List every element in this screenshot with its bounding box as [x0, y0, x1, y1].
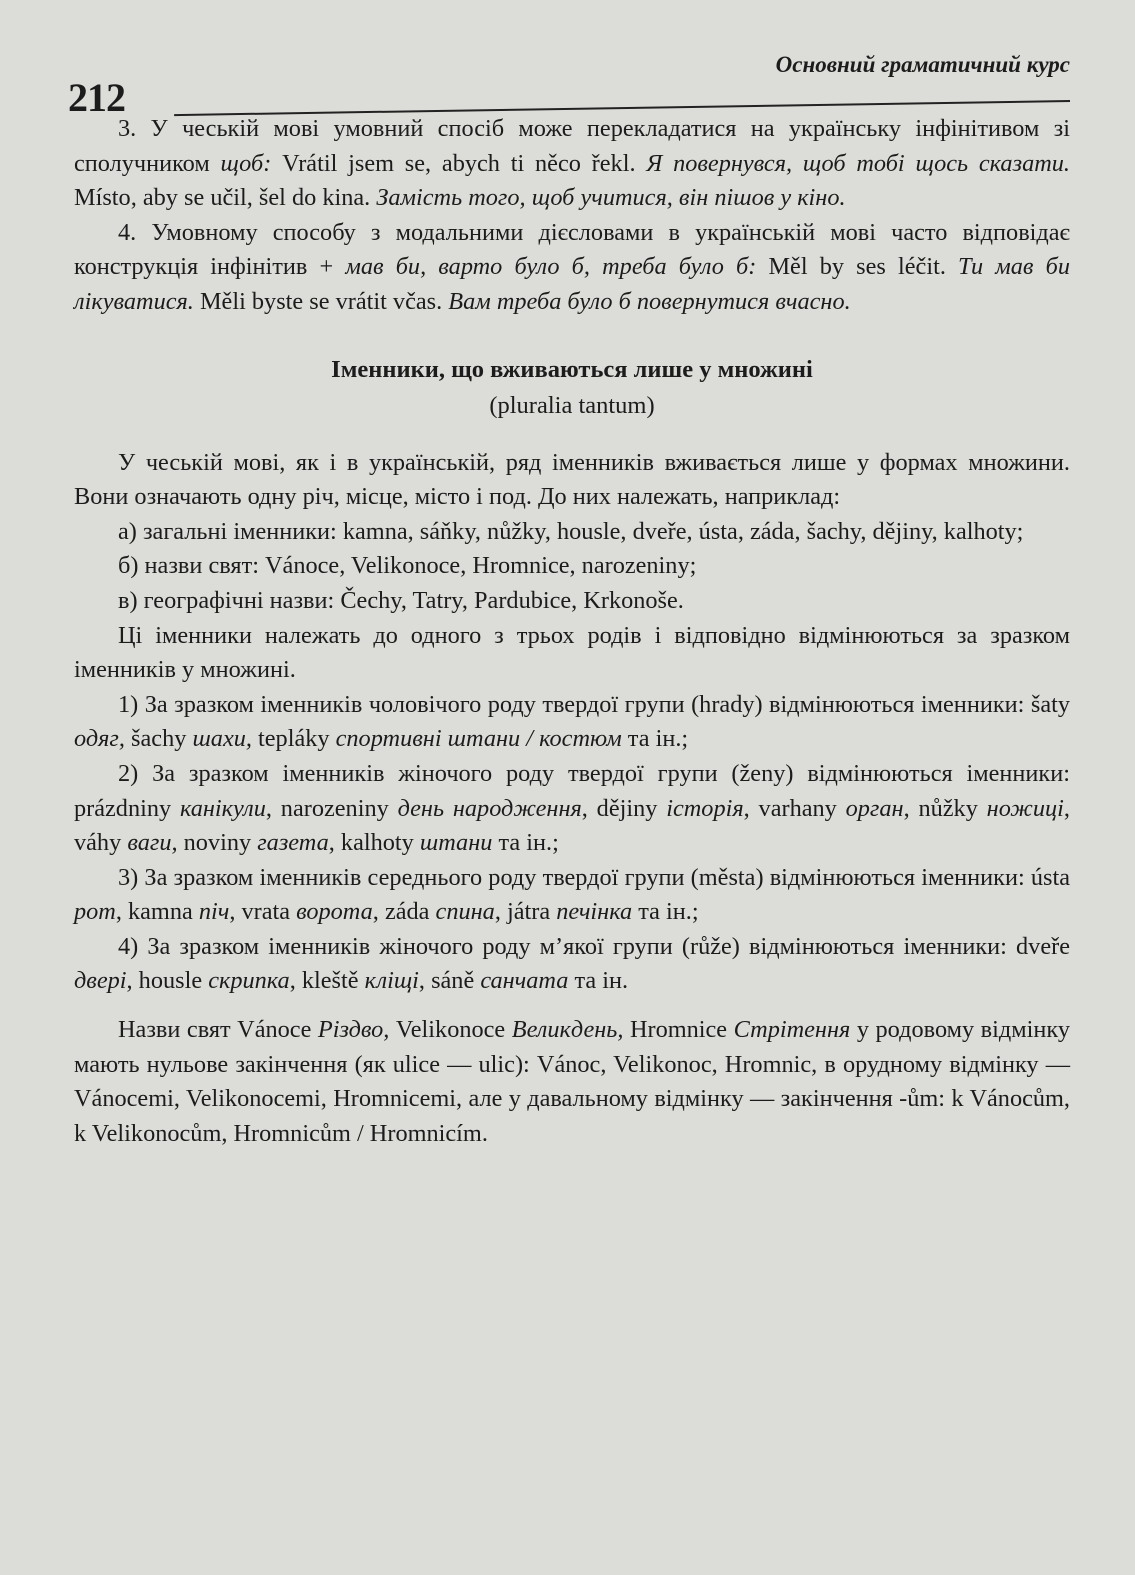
- text-run: 4) За зразком іменників жіночого роду м’якої групи (růže) відмінюються іменники: dveře: [118, 932, 1070, 960]
- section-title: Іменники, що вживаються лише у множині: [331, 355, 813, 383]
- section-subtitle: (pluralia tantum): [489, 391, 655, 419]
- italic-translation: печінка: [556, 898, 633, 926]
- italic-translation: Вам треба було б повернутися вчасно.: [448, 287, 851, 315]
- text-run: , sáně: [418, 967, 481, 995]
- text-run: та ін.;: [492, 829, 559, 857]
- text-run: tepláky: [251, 725, 336, 753]
- running-title: Основний граматичний курс: [775, 52, 1070, 77]
- text-run: , kamna: [115, 898, 199, 926]
- italic-translation: рот: [74, 898, 116, 926]
- italic-translation: Ти мав би лікуватися.: [74, 253, 1070, 315]
- paragraph: [74, 112, 1070, 216]
- italic-translation: піч: [198, 898, 230, 926]
- paragraph: [74, 549, 1070, 584]
- paragraph: [74, 757, 1070, 861]
- text-run: , dějiny: [581, 794, 667, 822]
- text-run: 2) За зразком іменників жіночого роду твердої групи (ženy) відмінюються іменники: prázdniny: [74, 759, 1070, 822]
- italic-translation: шахи,: [192, 725, 252, 753]
- text-run: та ін.: [568, 967, 629, 995]
- paragraph: [74, 584, 1070, 619]
- text-run: noviny: [177, 829, 258, 857]
- paragraph: [74, 216, 1070, 320]
- italic-translation: двері: [74, 967, 127, 995]
- italic-translation: ножиці: [986, 794, 1064, 822]
- text-run: Místo, aby se učil, šel do kina.: [74, 184, 377, 212]
- italic-translation: Я повернувся, щоб тобі щось сказати.: [646, 149, 1070, 177]
- text-run: , váhy: [74, 794, 1070, 857]
- italic-translation: газета: [257, 829, 329, 857]
- text-run: , narozeniny: [265, 794, 398, 822]
- text-run: 4. Умовному способу з модальними дієсловами в українській мові часто відповідає конструкція інфінітив +: [74, 218, 1070, 281]
- text-run: Velikonoce: [389, 1016, 512, 1044]
- text-run: , varhany: [743, 794, 846, 822]
- text-run: , kleště: [289, 967, 365, 995]
- page-header: [68, 48, 1070, 120]
- italic-translation: канікули: [179, 794, 266, 822]
- text-run: , kalhoty: [328, 829, 420, 857]
- text-run: Ці іменники належать до одного з трьох родів і відповідно відмінюються за зразком іменників у множині.: [74, 621, 1070, 684]
- paragraph: [74, 515, 1070, 550]
- paragraph: [74, 1013, 1070, 1151]
- italic-translation: штани: [419, 829, 493, 857]
- final-section: [74, 1013, 1070, 1151]
- paragraph: [74, 688, 1070, 757]
- italic-translation: спина: [435, 898, 495, 926]
- text-run: Měli byste se vrátit včas.: [193, 287, 449, 315]
- page-number: 212: [68, 75, 125, 120]
- italic-translation: Великдень,: [511, 1016, 624, 1044]
- italic-translation: орган: [845, 794, 904, 822]
- text-run: 1) За зразком іменників чоловічого роду твердої групи (hrady) відмінюються іменники: šaty: [118, 690, 1070, 718]
- text-run: Назви свят Vánoce: [118, 1016, 318, 1044]
- text-run: , vrata: [229, 898, 297, 926]
- italic-translation: мав би, варто було б, треба було б:: [345, 253, 757, 281]
- text-run: 3) За зразком іменників середнього роду твердої групи (města) відмінюються іменники: ústa: [118, 863, 1070, 891]
- book-page: [68, 48, 1070, 1151]
- text-run: в) географічні назви: Čechy, Tatry, Pardubice, Krkonoše.: [118, 586, 684, 614]
- text-run: Vrátil jsem se, abych ti něco řekl.: [271, 149, 647, 177]
- text-run: У чеській мові, як і в українській, ряд іменників вживається лише у формах множини. Вони означають одну річ, місце, місто і под. До них належать, наприклад:: [74, 448, 1070, 511]
- text-run: та ін.;: [632, 898, 699, 926]
- text-run: а) загальні іменники: kamna, sáňky, nůžky, housle, dveře, ústa, záda, šachy, dějiny, kalhoty;: [118, 517, 1024, 545]
- paragraph: [74, 619, 1070, 688]
- text-run: , játra: [494, 898, 557, 926]
- text-run: , nůžky: [903, 794, 987, 822]
- section-body: [74, 446, 1070, 1000]
- italic-translation: Стрітення: [733, 1016, 851, 1044]
- italic-translation: історія: [666, 794, 744, 822]
- text-run: , záda: [372, 898, 436, 926]
- text-run: та ін.;: [621, 725, 689, 753]
- text-run: Měl by ses léčit.: [756, 253, 959, 281]
- paragraph: [74, 861, 1070, 930]
- italic-translation: Різдво,: [317, 1016, 390, 1044]
- text-run: 3. У чеській мові умовний спосіб може перекладатися на українську інфінітивом зі сполучником: [74, 115, 1070, 177]
- italic-translation: кліщі: [364, 967, 419, 995]
- text-run: б) назви свят: Vánoce, Velikonoce, Hromnice, narozeniny;: [118, 552, 697, 580]
- paragraph: [74, 446, 1070, 515]
- italic-translation: скрипка: [208, 967, 290, 995]
- italic-translation: Замість того, щоб учитися, він пішов у кіно.: [376, 184, 846, 212]
- text-run: Hromnice: [623, 1016, 734, 1044]
- italic-translation: щоб:: [220, 149, 272, 177]
- italic-translation: день народження: [397, 794, 582, 822]
- text-run: у родовому відмінку мають нульове закінчення (як ulice — ulic): Vánoc, Velikonoc, Hromnic, в орудному відмінку — Vánocemi, Velikonocemi, Hromnicemi, але у давальному відмінку — закінчення -ům: k Vánocům, k Velikonocům, Hromnicům / Hromnicím.: [74, 1016, 1070, 1147]
- italic-translation: одяг,: [74, 725, 125, 753]
- italic-translation: ваги,: [127, 829, 178, 857]
- text-run: , housle: [126, 967, 209, 995]
- italic-translation: ворота: [296, 898, 373, 926]
- italic-translation: спортивні штани / костюм: [335, 725, 622, 753]
- paragraph: [74, 930, 1070, 999]
- text-run: šachy: [124, 725, 193, 753]
- italic-translation: санчата: [480, 967, 569, 995]
- intro-section: [74, 112, 1070, 320]
